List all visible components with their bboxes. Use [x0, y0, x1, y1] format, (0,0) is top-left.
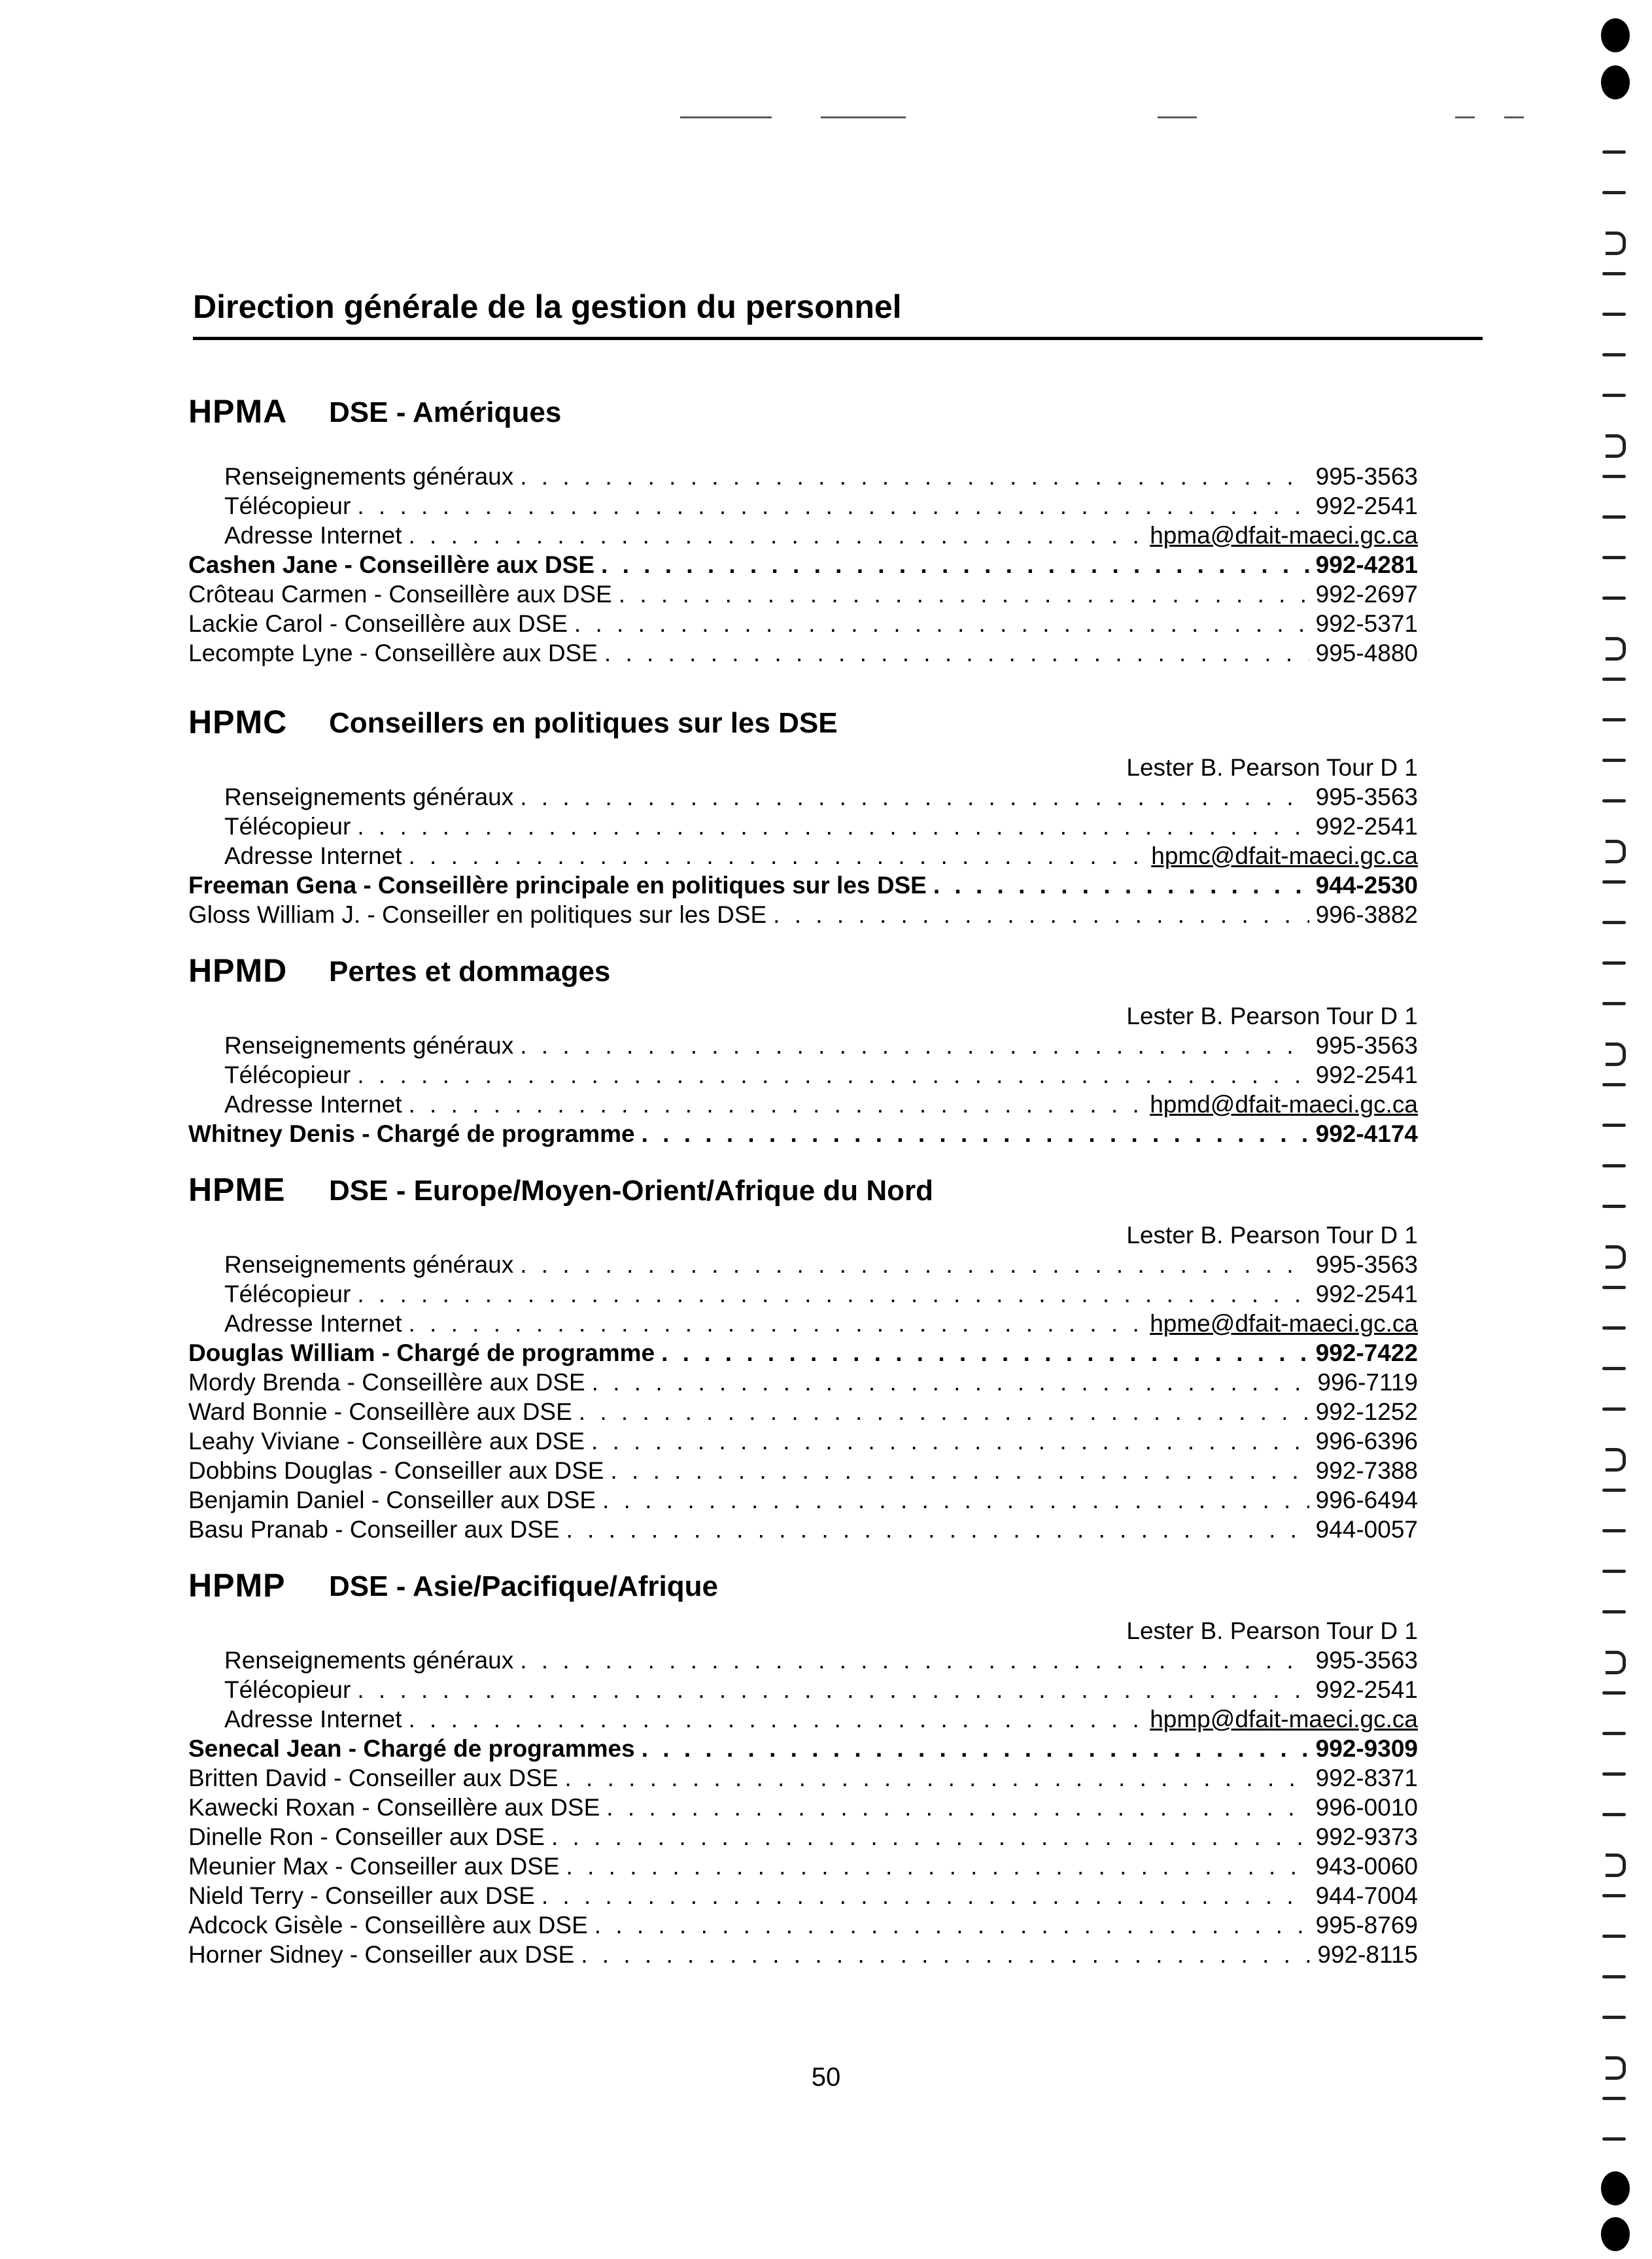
binding-mark-icon — [1606, 1651, 1626, 1674]
section-code: HPMC — [188, 704, 288, 740]
entry-label: Adcock Gisèle - Conseillère aux DSE — [188, 1912, 588, 1939]
section-header — [188, 1566, 1418, 1616]
directory-entry — [188, 1090, 1418, 1119]
section-hpmc — [188, 703, 1418, 929]
binding-mark-icon — [1602, 515, 1626, 519]
dot-leader — [619, 579, 1309, 609]
binding-mark-icon — [1602, 1813, 1626, 1816]
phone-number: 995-3563 — [1315, 1647, 1418, 1674]
section-location: Lester B. Pearson Tour D 1 — [1126, 1222, 1418, 1249]
phone-number: 992-4174 — [1315, 1120, 1418, 1147]
phone-number: 992-9373 — [1315, 1823, 1418, 1850]
scan-artifact — [821, 116, 906, 118]
directory-entry — [188, 1940, 1418, 1969]
entry-label: Renseignements généraux — [224, 463, 514, 490]
phone-number: 992-2697 — [1315, 581, 1418, 608]
directory-entry — [188, 1031, 1418, 1060]
binding-mark-icon — [1602, 150, 1626, 154]
directory-entry — [188, 638, 1418, 668]
binding-mark-icon — [1602, 1286, 1626, 1289]
section-name: DSE - Europe/Moyen-Orient/Afrique du Nord — [329, 1175, 934, 1207]
binding-mark-icon — [1602, 475, 1626, 478]
section-location: Lester B. Pearson Tour D 1 — [1126, 1617, 1418, 1644]
binding-mark-icon — [1602, 1489, 1626, 1492]
entry-label: Adresse Internet — [224, 1706, 402, 1733]
binding-mark-icon — [1606, 1245, 1626, 1269]
phone-number: 992-2541 — [1315, 1281, 1418, 1307]
directory-entry — [188, 462, 1418, 491]
binding-mark-icon — [1602, 799, 1626, 802]
section-location: Lester B. Pearson Tour D 1 — [1126, 754, 1418, 781]
binding-mark-icon — [1602, 1124, 1626, 1127]
email-link[interactable]: hpme@dfait-maeci.gc.ca — [1150, 1310, 1418, 1337]
phone-number: 944-0057 — [1315, 1516, 1418, 1543]
email-link[interactable]: hpmd@dfait-maeci.gc.ca — [1150, 1091, 1418, 1118]
phone-number: 992-2541 — [1315, 813, 1418, 840]
dot-leader — [408, 841, 1144, 871]
dot-leader — [602, 1485, 1309, 1515]
dot-leader — [773, 900, 1309, 929]
dot-leader — [408, 521, 1143, 550]
binding-mark-icon — [1602, 1732, 1626, 1735]
scan-artifact — [1158, 116, 1197, 118]
phone-number: 992-7422 — [1315, 1339, 1418, 1366]
entry-label: Télécopieur — [224, 1281, 351, 1307]
binding-mark-icon — [1602, 880, 1626, 884]
entry-label: Lackie Carol - Conseillère aux DSE — [188, 610, 568, 637]
binding-mark-icon — [1602, 1205, 1626, 1208]
dot-leader — [565, 1763, 1309, 1793]
phone-number: 944-7004 — [1315, 1882, 1418, 1909]
binding-mark-icon — [1602, 1610, 1626, 1613]
phone-number: 992-2541 — [1315, 492, 1418, 519]
phone-number: 992-4281 — [1315, 551, 1418, 578]
directory-entry — [188, 1485, 1418, 1515]
section-name: Pertes et dommages — [329, 956, 611, 988]
title-underline — [193, 337, 1483, 340]
phone-number: 995-4880 — [1315, 640, 1418, 666]
directory-entry — [188, 1675, 1418, 1704]
dot-leader — [566, 1852, 1309, 1881]
binding-mark-icon — [1602, 1002, 1626, 1005]
dot-leader — [408, 1704, 1143, 1734]
directory-entry — [188, 1646, 1418, 1675]
dot-leader — [606, 1793, 1309, 1822]
directory-entry — [188, 609, 1418, 638]
binding-mark-icon — [1602, 1326, 1626, 1330]
phone-number: 995-3563 — [1315, 463, 1418, 490]
directory-entry — [188, 1881, 1418, 1910]
entry-label: Adresse Internet — [224, 522, 402, 549]
scan-artifact — [1455, 116, 1475, 118]
dot-leader — [520, 1250, 1309, 1279]
directory-entry — [188, 1704, 1418, 1734]
entry-label: Adresse Internet — [224, 842, 402, 869]
entry-label: Douglas William - Chargé de programme — [188, 1339, 655, 1366]
directory-entry — [188, 782, 1418, 812]
binding-mark-icon — [1602, 1894, 1626, 1897]
directory-entry — [188, 1852, 1418, 1881]
binding-mark-icon — [1602, 1772, 1626, 1776]
entry-list — [188, 1646, 1418, 1969]
phone-number: 996-6396 — [1315, 1428, 1418, 1455]
entry-label: Basu Pranab - Conseiller aux DSE — [188, 1516, 560, 1543]
entry-label: Senecal Jean - Chargé de programmes — [188, 1735, 635, 1762]
binding-mark-icon — [1602, 961, 1626, 965]
binding-mark-icon — [1602, 556, 1626, 559]
binding-mark-icon — [1606, 840, 1626, 863]
phone-number: 992-7388 — [1315, 1457, 1418, 1484]
dot-leader — [542, 1881, 1309, 1910]
section-hpma — [188, 392, 1418, 668]
binding-mark-icon — [1602, 191, 1626, 194]
directory-entry — [188, 1338, 1418, 1368]
section-hpmp — [188, 1566, 1418, 1969]
directory-entry — [188, 1456, 1418, 1485]
phone-number: 996-3882 — [1315, 901, 1418, 928]
dot-leader — [408, 1090, 1143, 1119]
binding-mark-icon — [1602, 1570, 1626, 1573]
dot-leader — [591, 1426, 1309, 1456]
dot-leader — [357, 1060, 1309, 1090]
binding-mark-icon — [1602, 1367, 1626, 1370]
entry-label: Adresse Internet — [224, 1091, 402, 1118]
directory-entry — [188, 1309, 1418, 1338]
dot-leader — [594, 1910, 1309, 1940]
section-name: DSE - Asie/Pacifique/Afrique — [329, 1570, 718, 1602]
dot-leader — [357, 1675, 1309, 1704]
section-code: HPMD — [188, 952, 288, 989]
dot-leader — [574, 609, 1309, 638]
entry-list — [188, 782, 1418, 929]
section-hpme — [188, 1171, 1418, 1544]
phone-number: 995-8769 — [1315, 1912, 1418, 1939]
section-code: HPMP — [188, 1567, 286, 1604]
dot-leader — [604, 638, 1309, 668]
binding-mark-icon — [1606, 232, 1626, 255]
phone-number: 996-6494 — [1315, 1487, 1418, 1513]
phone-number: 992-5371 — [1315, 610, 1418, 637]
directory-entry — [188, 1793, 1418, 1822]
dot-leader — [642, 1119, 1309, 1148]
directory-entry — [188, 900, 1418, 929]
entry-label: Nield Terry - Conseiller aux DSE — [188, 1882, 535, 1909]
entry-label: Crôteau Carmen - Conseillère aux DSE — [188, 581, 612, 608]
dot-leader — [642, 1734, 1309, 1763]
entry-list — [188, 1250, 1418, 1544]
section-name: Conseillers en politiques sur les DSE — [329, 707, 838, 739]
entry-label: Télécopieur — [224, 492, 351, 519]
dot-leader — [520, 782, 1309, 812]
dot-leader — [933, 871, 1309, 900]
entry-label: Kawecki Roxan - Conseillère aux DSE — [188, 1794, 600, 1821]
scan-artifact — [1504, 116, 1524, 118]
entry-label: Dobbins Douglas - Conseiller aux DSE — [188, 1457, 604, 1484]
binding-mark-icon — [1602, 394, 1626, 397]
phone-number: 995-3563 — [1315, 784, 1418, 810]
dot-leader — [601, 550, 1309, 579]
directory-entry — [188, 1763, 1418, 1793]
dot-leader — [551, 1822, 1309, 1852]
directory-entry — [188, 1515, 1418, 1544]
dot-leader — [520, 1646, 1309, 1675]
section-header — [188, 703, 1418, 753]
entry-label: Ward Bonnie - Conseillère aux DSE — [188, 1398, 572, 1425]
punch-hole-icon — [1601, 2217, 1630, 2251]
directory-entry — [188, 1426, 1418, 1456]
entry-label: Adresse Internet — [224, 1310, 402, 1337]
binding-mark-icon — [1602, 921, 1626, 924]
scan-artifact — [680, 116, 772, 118]
entry-label: Télécopieur — [224, 813, 351, 840]
page-number: 50 — [811, 2063, 841, 2092]
entry-label: Lecompte Lyne - Conseillère aux DSE — [188, 640, 598, 666]
directory-entry — [188, 1060, 1418, 1090]
entry-label: Leahy Viviane - Conseillère aux DSE — [188, 1428, 585, 1455]
punch-hole-icon — [1601, 2171, 1630, 2205]
punch-hole-icon — [1601, 18, 1630, 52]
entry-label: Télécopieur — [224, 1676, 351, 1703]
email-link[interactable]: hpmp@dfait-maeci.gc.ca — [1150, 1706, 1418, 1733]
directory-entry — [188, 1279, 1418, 1309]
phone-number: 992-9309 — [1315, 1735, 1418, 1762]
directory-entry — [188, 579, 1418, 609]
binding-mark-icon — [1602, 1691, 1626, 1695]
dot-leader — [520, 1031, 1309, 1060]
section-name: DSE - Amériques — [329, 396, 562, 428]
binding-mark-icon — [1602, 353, 1626, 356]
phone-number: 992-2541 — [1315, 1676, 1418, 1703]
page-title: Direction générale de la gestion du personnel — [193, 288, 902, 325]
binding-mark-icon — [1602, 1407, 1626, 1411]
binding-mark-icon — [1602, 2137, 1626, 2141]
binding-mark-icon — [1606, 1043, 1626, 1066]
entry-label: Whitney Denis - Chargé de programme — [188, 1120, 635, 1147]
binding-mark-icon — [1602, 1083, 1626, 1086]
directory-entry — [188, 1368, 1418, 1397]
entry-list — [188, 462, 1418, 668]
directory-entry — [188, 1397, 1418, 1426]
dot-leader — [579, 1397, 1309, 1426]
phone-number: 992-1252 — [1315, 1398, 1418, 1425]
entry-list — [188, 1031, 1418, 1148]
directory-entry — [188, 1250, 1418, 1279]
phone-number: 992-2541 — [1315, 1061, 1418, 1088]
entry-label: Mordy Brenda - Conseillère aux DSE — [188, 1369, 585, 1396]
section-header — [188, 392, 1418, 442]
email-link[interactable]: hpma@dfait-maeci.gc.ca — [1150, 522, 1418, 549]
directory-entry — [188, 491, 1418, 521]
entry-label: Renseignements généraux — [224, 1251, 514, 1278]
section-header — [188, 1171, 1418, 1220]
phone-number: 995-3563 — [1315, 1032, 1418, 1059]
email-link[interactable]: hpmc@dfait-maeci.gc.ca — [1151, 842, 1418, 869]
dot-leader — [566, 1515, 1309, 1544]
entry-label: Cashen Jane - Conseillère aux DSE — [188, 551, 595, 578]
binding-mark-icon — [1602, 272, 1626, 275]
binding-mark-icon — [1602, 313, 1626, 316]
phone-number: 992-8115 — [1317, 1941, 1418, 1968]
entry-label: Freeman Gena - Conseillère principale en politiques sur les DSE — [188, 872, 927, 899]
entry-label: Meunier Max - Conseiller aux DSE — [188, 1853, 560, 1880]
binding-mark-icon — [1606, 637, 1626, 661]
entry-label: Renseignements généraux — [224, 1647, 514, 1674]
binding-mark-icon — [1606, 1448, 1626, 1472]
binding-mark-icon — [1602, 718, 1626, 721]
dot-leader — [661, 1338, 1309, 1368]
directory-entry — [188, 1910, 1418, 1940]
phone-number: 996-0010 — [1315, 1794, 1418, 1821]
phone-number: 995-3563 — [1315, 1251, 1418, 1278]
section-code: HPME — [188, 1171, 286, 1208]
entry-label: Renseignements généraux — [224, 784, 514, 810]
binding-mark-icon — [1602, 2097, 1626, 2100]
directory-entry — [188, 812, 1418, 841]
section-location: Lester B. Pearson Tour D 1 — [1126, 1003, 1418, 1029]
phone-number: 992-8371 — [1315, 1765, 1418, 1791]
binding-mark-icon — [1606, 434, 1626, 458]
dot-leader — [520, 462, 1309, 491]
punch-hole-icon — [1601, 65, 1630, 99]
entry-label: Télécopieur — [224, 1061, 351, 1088]
directory-entry — [188, 841, 1418, 871]
entry-label: Benjamin Daniel - Conseiller aux DSE — [188, 1487, 596, 1513]
directory-entry — [188, 521, 1418, 550]
directory-entry — [188, 1822, 1418, 1852]
binding-mark-icon — [1602, 1935, 1626, 1938]
section-header — [188, 952, 1418, 1001]
dot-leader — [357, 812, 1309, 841]
phone-number: 943-0060 — [1315, 1853, 1418, 1880]
section-code: HPMA — [188, 393, 288, 430]
binding-mark-icon — [1602, 678, 1626, 681]
directory-entry — [188, 550, 1418, 579]
dot-leader — [357, 1279, 1309, 1309]
binding-mark-icon — [1606, 1854, 1626, 1877]
binding-mark-icon — [1602, 1164, 1626, 1167]
directory-entry — [188, 871, 1418, 900]
entry-label: Gloss William J. - Conseiller en politiques sur les DSE — [188, 901, 767, 928]
dot-leader — [610, 1456, 1309, 1485]
binding-mark-icon — [1602, 596, 1626, 600]
directory-entry — [188, 1734, 1418, 1763]
dot-leader — [408, 1309, 1143, 1338]
dot-leader — [357, 491, 1309, 521]
binding-mark-icon — [1602, 2016, 1626, 2019]
section-hpmd — [188, 952, 1418, 1148]
phone-number: 944-2530 — [1315, 872, 1418, 899]
entry-label: Dinelle Ron - Conseiller aux DSE — [188, 1823, 545, 1850]
entry-label: Britten David - Conseiller aux DSE — [188, 1765, 559, 1791]
binding-margin — [1597, 0, 1644, 2259]
dot-leader — [581, 1940, 1311, 1969]
dot-leader — [592, 1368, 1311, 1397]
directory-entry — [188, 1119, 1418, 1148]
phone-number: 996-7119 — [1317, 1369, 1418, 1396]
binding-mark-icon — [1602, 1529, 1626, 1532]
binding-mark-icon — [1602, 1975, 1626, 1978]
binding-mark-icon — [1602, 759, 1626, 762]
entry-label: Horner Sidney - Conseiller aux DSE — [188, 1941, 575, 1968]
entry-label: Renseignements généraux — [224, 1032, 514, 1059]
